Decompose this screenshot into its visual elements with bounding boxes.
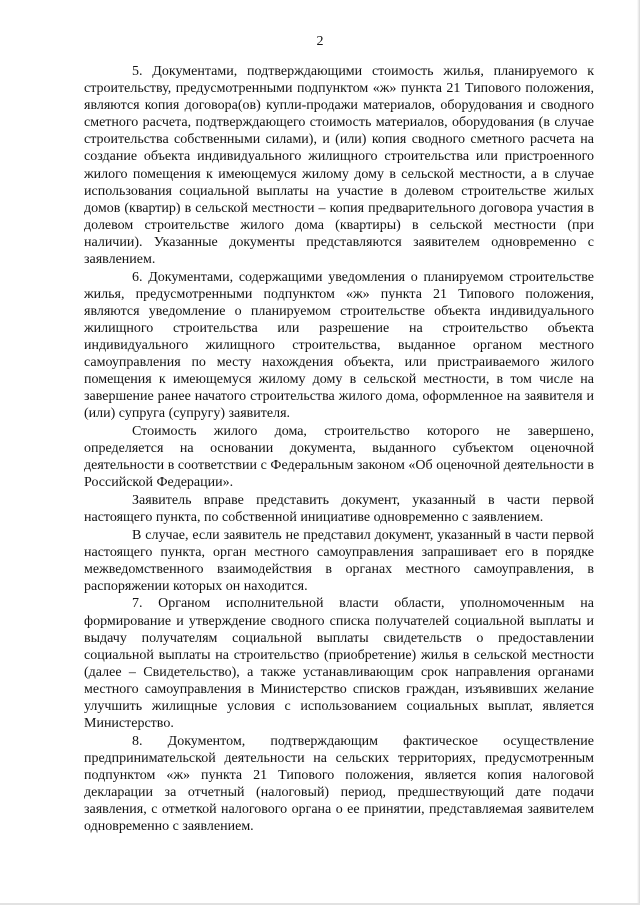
paragraph-8: 8. Документом, подтверждающим фактическое осуществление предпринимательской деятельности на сельских территориях, предусмотренным подпунктом «ж» пункта 21 Типового положения, является копия налоговой декларации за отчетный (налоговый) период, предшествующий дате подачи заявления, с отметкой налогового органа о ее принятии, представляемая заявителем одновременно с заявлением.	[84, 733, 594, 835]
paragraph-6-cost: Стоимость жилого дома, строительство которого не завершено, определяется на основании документа, выданного субъектом оценочной деятельности в соответствии с Федеральным законом «Об оценочной деятельности в Российской Федерации».	[84, 423, 594, 491]
document-body	[84, 63, 594, 835]
paragraph-7: 7. Органом исполнительной власти области, уполномоченным на формирование и утверждение сводного списка получателей социальной выплаты и выдачу получателям социальной выплаты свидетельств о предоставлении социальной выплаты на строительство (приобретение) жилья в сельской местности (далее – Свидетельство), а также устанавливающим срок направления органами местного самоуправления в Министерство списков граждан, изъявивших желание улучшить жилищные условия с использованием социальных выплат, является Министерство.	[84, 596, 594, 732]
paragraph-5: 5. Документами, подтверждающими стоимость жилья, планируемого к строительству, предусмотренными подпунктом «ж» пункта 21 Типового положения, являются копия договора(ов) купли-продажи материалов, оборудования и сводного сметного расчета, подтверждающего стоимость материалов, оборудования (в случае строительства собственными силами), и (или) копия сводного сметного расчета на создание объекта индивидуального жилищного строительства или пристроенного жилого помещения к имеющемуся жилому дому в сельской местности, а в случае использования социальной выплаты на участие в долевом строительстве жилых домов (квартир) в сельской местности – копия предварительного договора участия в долевом строительстве жилого дома (квартиры) в сельской местности (при наличии). Указанные документы представляются заявителем одновременно с заявлением.	[84, 64, 594, 268]
paragraph-6: 6. Документами, содержащими уведомления о планируемом строительстве жилья, предусмотренными подпунктом «ж» пункта 21 Типового положения, являются уведомление о планируемом строительстве объекта индивидуального жилищного строительства или разрешение на строительство объекта индивидуального жилищного строительства, выданное органом местного самоуправления по месту нахождения объекта, или пристраиваемого жилого помещения к имеющемуся жилому дому в сельской местности, в том числе на завершение ранее начатого строительства жилого дома, оформленное на заявителя и (или) супруга (супругу) заявителя.	[84, 269, 594, 422]
paragraph-6-interagency-request: В случае, если заявитель не представил документ, указанный в части первой настоящего пункта, орган местного самоуправления запрашивает его в порядке межведомственного взаимодействия в органах местного самоуправления, в распоряжении которых он находится.	[84, 527, 594, 594]
page-number: 2	[316, 34, 324, 49]
paragraph-6-applicant-right: Заявитель вправе представить документ, указанный в части первой настоящего пункта, по собственной инициативе одновременно с заявлением.	[84, 492, 594, 525]
